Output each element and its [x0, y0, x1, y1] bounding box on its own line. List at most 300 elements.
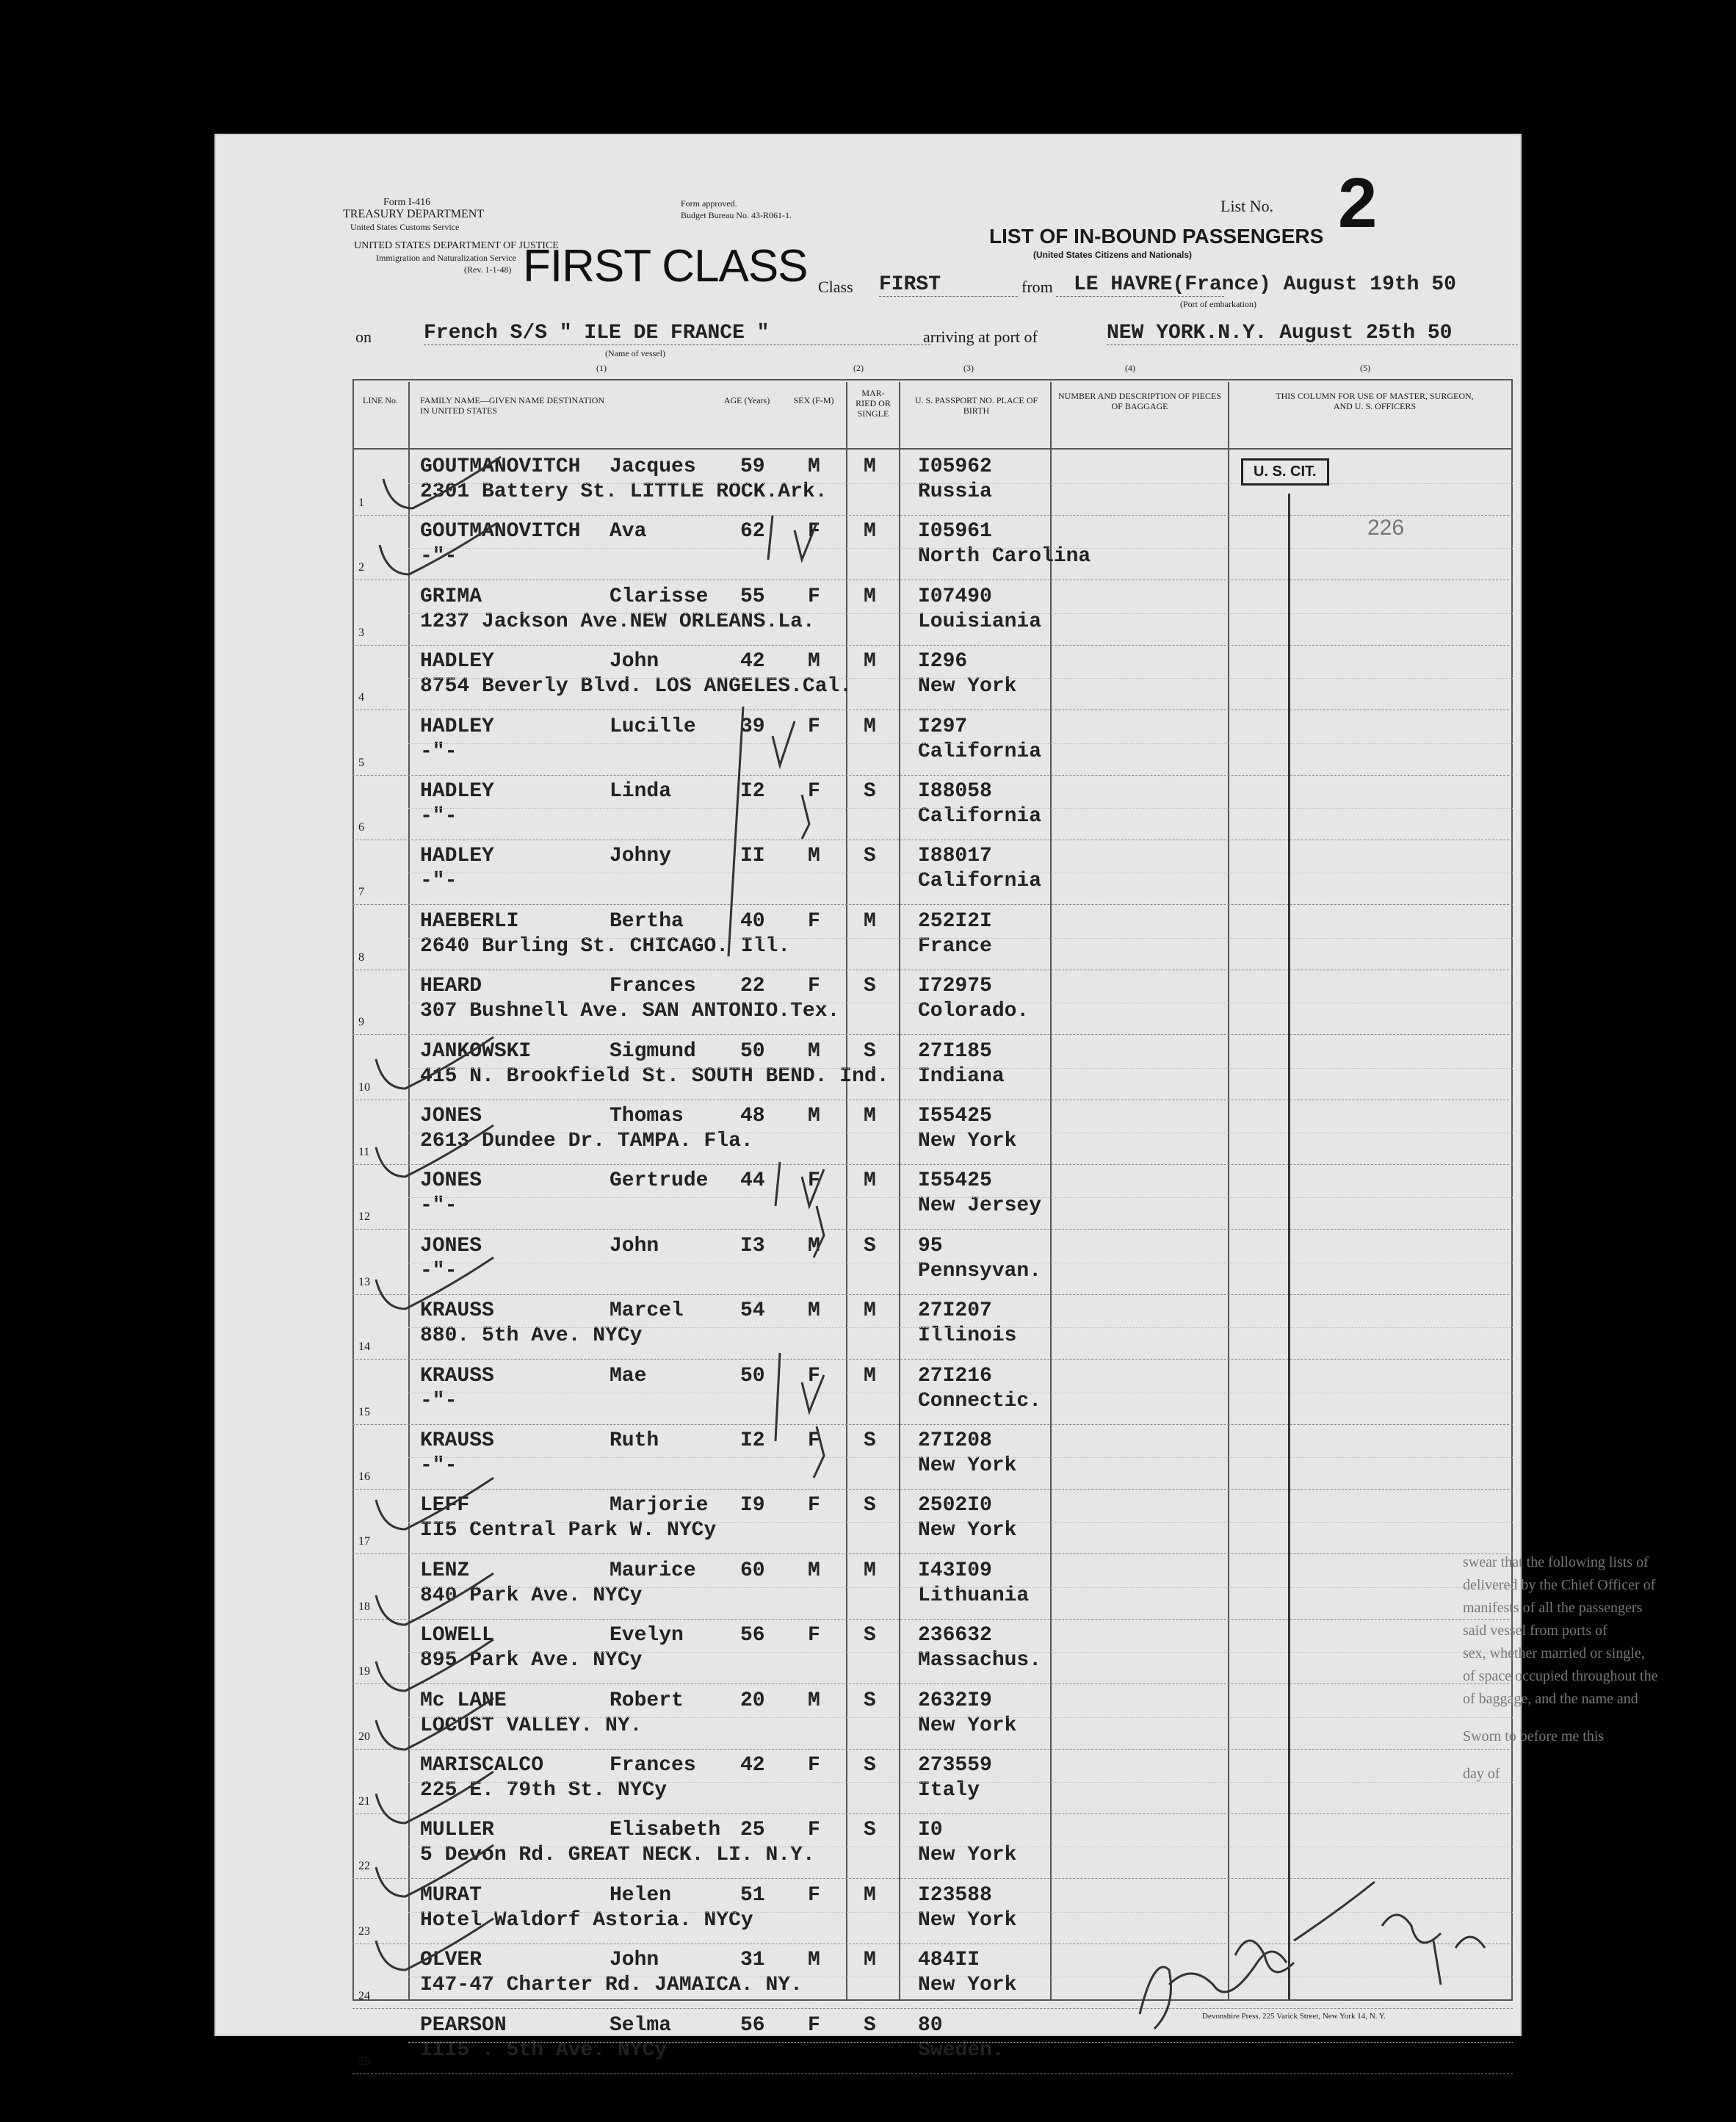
- passport-number: 2632I9: [918, 1689, 992, 1712]
- arriving-label: arriving at port of: [923, 328, 1038, 346]
- port-from: LE HAVRE(France) August 19th 50: [1074, 273, 1456, 296]
- family-name: KRAUSS: [420, 1299, 494, 1323]
- sex: F: [808, 1494, 820, 1517]
- age: 60: [740, 1559, 765, 1582]
- passport-number: I297: [918, 715, 968, 738]
- place-of-birth: New York: [918, 1454, 1017, 1477]
- family-name: LENZ: [420, 1559, 470, 1582]
- column-number-4: (4): [1125, 363, 1135, 373]
- given-name: Johny: [610, 845, 672, 868]
- age: 54: [740, 1299, 765, 1323]
- sex: M: [808, 845, 820, 868]
- row-midline: [408, 938, 1513, 939]
- list-no: 2: [1338, 164, 1378, 242]
- family-name: LEFF: [420, 1494, 470, 1517]
- line-number: 9: [358, 1016, 364, 1029]
- passport-number: I55425: [918, 1169, 992, 1193]
- sex: M: [808, 1949, 820, 1972]
- destination: -"-: [420, 1194, 457, 1218]
- given-name: Mae: [610, 1364, 647, 1387]
- family-name: MULLER: [420, 1819, 494, 1842]
- marital-status: M: [864, 715, 876, 738]
- place-of-birth: New York: [918, 1519, 1017, 1542]
- age: I3: [740, 1234, 765, 1257]
- place-of-birth: California: [918, 870, 1042, 893]
- age: 39: [740, 715, 765, 738]
- sex: F: [808, 1364, 820, 1387]
- table-row: [352, 1814, 1513, 1879]
- destination: 5 Devon Rd. GREAT NECK. LI. N.Y.: [420, 1844, 815, 1867]
- age: 59: [740, 455, 765, 478]
- oath-line: of baggage, and the name and: [1463, 1691, 1638, 1707]
- us-citizen-stamp: U. S. CIT.: [1241, 458, 1329, 486]
- marital-status: S: [864, 1819, 876, 1842]
- row-midline: [408, 613, 1513, 614]
- sex: M: [808, 455, 820, 478]
- marital-status: S: [864, 1754, 876, 1777]
- marital-status: M: [864, 1169, 876, 1193]
- line-number: 3: [358, 626, 364, 639]
- given-name: Maurice: [610, 1559, 696, 1582]
- destination: 225 E. 79th St. NYCy: [420, 1779, 668, 1802]
- sex: M: [808, 1689, 820, 1712]
- passport-number: I23588: [918, 1883, 992, 1907]
- header-sex: SEX (F-M): [793, 395, 834, 405]
- place-of-birth: Lithuania: [918, 1584, 1030, 1607]
- marital-status: S: [864, 1689, 876, 1712]
- header-age: AGE (Years): [723, 395, 770, 405]
- place-of-birth: Indiana: [918, 1064, 1005, 1088]
- table-row: [352, 516, 1513, 580]
- oath-text: [1463, 1551, 1657, 1786]
- row-midline: [408, 2042, 1513, 2043]
- given-name: Clarisse: [610, 585, 709, 608]
- from-label: from: [1019, 278, 1056, 297]
- row-midline: [408, 1652, 1513, 1653]
- destination: -"-: [420, 805, 457, 828]
- family-name: PEARSON: [420, 2013, 507, 2037]
- family-name: HEARD: [420, 975, 482, 998]
- line-number: 13: [358, 1275, 370, 1288]
- class-label: Class: [818, 278, 853, 296]
- table-row: [352, 711, 1513, 776]
- header-married: MAR- RIED OR SINGLE: [856, 388, 891, 419]
- sex: M: [808, 1105, 820, 1127]
- marital-status: M: [864, 1299, 876, 1323]
- line-number: 23: [358, 1924, 370, 1938]
- sex: F: [808, 1624, 820, 1648]
- passport-number: 27I216: [918, 1364, 992, 1387]
- marital-status: M: [864, 455, 876, 478]
- line-number: 24: [358, 1990, 370, 2003]
- passport-number: I05962: [918, 455, 992, 478]
- line-number: 6: [358, 821, 364, 834]
- destination: II5 Central Park W. NYCy: [420, 1519, 717, 1542]
- passport-number: I07490: [918, 585, 992, 608]
- destination: -"-: [420, 870, 457, 893]
- line-number: 22: [358, 1860, 370, 1873]
- table-row: [352, 1555, 1513, 1620]
- given-name: Marjorie: [610, 1494, 709, 1517]
- marital-status: S: [864, 1494, 876, 1517]
- sex: F: [808, 585, 820, 608]
- given-name: Elisabeth: [610, 1819, 721, 1842]
- sex: M: [808, 1039, 820, 1063]
- line-number: 19: [358, 1665, 370, 1678]
- line-number: 12: [358, 1210, 370, 1224]
- family-name: MARISCALCO: [420, 1754, 544, 1777]
- place-of-birth: New Jersey: [918, 1194, 1042, 1218]
- immigration-service: Immigration and Naturalization Service: [376, 253, 516, 263]
- family-name: GOUTMANOVITCH: [420, 520, 581, 544]
- age: I9: [740, 1494, 765, 1517]
- sex: F: [808, 1429, 820, 1452]
- header-line-no: LINE No.: [363, 395, 398, 405]
- passport-number: 484II: [918, 1949, 980, 1972]
- family-name: HAEBERLI: [420, 909, 519, 933]
- passport-number: 236632: [918, 1624, 992, 1648]
- marital-status: S: [864, 975, 876, 998]
- passport-number: 27I207: [918, 1299, 992, 1323]
- line-number: 8: [358, 950, 364, 964]
- marital-status: S: [864, 845, 876, 868]
- given-name: Frances: [610, 975, 696, 998]
- passport-number: 80: [918, 2013, 943, 2037]
- row-midline: [408, 808, 1513, 809]
- oath-line: of space occupied throughout the: [1463, 1668, 1658, 1684]
- table-row: [352, 451, 1513, 516]
- marital-status: S: [864, 1234, 876, 1257]
- given-name: Sigmund: [610, 1039, 696, 1063]
- passport-number: 27I208: [918, 1429, 992, 1452]
- given-name: Helen: [610, 1883, 672, 1907]
- passport-number: 95: [918, 1234, 943, 1257]
- row-midline: [408, 1522, 1513, 1523]
- destination: 2640 Burling St. CHICAGO. Ill.: [420, 934, 791, 958]
- printer-footer: Devonshire Press, 225 Varick Street, New York 14, N. Y.: [1202, 2012, 1386, 2021]
- oath-line: Sworn to before me this: [1463, 1728, 1605, 1744]
- passport-number: 273559: [918, 1754, 992, 1777]
- marital-status: M: [864, 909, 876, 933]
- place-of-birth: Russia: [918, 480, 992, 503]
- table-row: [352, 1100, 1513, 1165]
- table-row: [352, 1425, 1513, 1490]
- age: 20: [740, 1689, 765, 1712]
- row-midline: [408, 1068, 1513, 1069]
- table-row: [352, 1620, 1513, 1684]
- justice-department: UNITED STATES DEPARTMENT OF JUSTICE: [354, 240, 559, 251]
- destination: 415 N. Brookfield St. SOUTH BEND. Ind.: [420, 1064, 889, 1088]
- passport-number: 2502I0: [918, 1494, 992, 1517]
- marital-status: M: [864, 650, 876, 674]
- destination: -"-: [420, 1454, 457, 1477]
- first-class-stamp: FIRST CLASS: [523, 241, 808, 292]
- age: 56: [740, 2013, 765, 2037]
- place-of-birth: New York: [918, 1130, 1017, 1152]
- sex: F: [808, 715, 820, 738]
- family-name: LOWELL: [420, 1624, 494, 1648]
- passport-number: I88058: [918, 780, 992, 803]
- place-of-birth: New York: [918, 1714, 1017, 1737]
- row-midline: [408, 1327, 1513, 1328]
- destination: 840 Park Ave. NYCy: [420, 1584, 643, 1607]
- given-name: John: [610, 1949, 659, 1972]
- port-embarkation-caption: (Port of embarkation): [1180, 299, 1256, 309]
- given-name: Linda: [610, 780, 672, 803]
- row-midline: [408, 1782, 1513, 1783]
- row-midline: [408, 678, 1513, 679]
- line-number: 14: [358, 1340, 370, 1354]
- on-label: on: [355, 328, 372, 346]
- destination: 1237 Jackson Ave.NEW ORLEANS.La.: [420, 610, 815, 633]
- age: I2: [740, 780, 765, 803]
- budget-bureau: Budget Bureau No. 43-R061-1.: [681, 210, 792, 220]
- sex: F: [808, 1754, 820, 1777]
- given-name: Ava: [610, 520, 647, 544]
- destination: 2301 Battery St. LITTLE ROCK.Ark.: [420, 480, 828, 503]
- marital-status: M: [864, 1105, 876, 1127]
- age: 55: [740, 585, 765, 608]
- line-number: 17: [358, 1535, 370, 1548]
- department: TREASURY DEPARTMENT: [343, 208, 485, 220]
- place-of-birth: Louisiania: [918, 610, 1042, 633]
- line-number: 1: [358, 497, 364, 509]
- line-number: 21: [358, 1795, 370, 1808]
- header-name: FAMILY NAME—GIVEN NAME DESTINATION IN UNITED STATES: [420, 395, 605, 416]
- list-no-label: List No.: [1220, 197, 1274, 215]
- destination: -"-: [420, 1259, 457, 1282]
- customs-service: United States Customs Service: [350, 222, 460, 232]
- passport-number: I0: [918, 1819, 943, 1842]
- marital-status: M: [864, 1559, 876, 1582]
- place-of-birth: Massachus.: [918, 1649, 1042, 1672]
- age: 62: [740, 520, 765, 544]
- family-name: GOUTMANOVITCH: [420, 455, 581, 478]
- oath-line: delivered by the Chief Officer of: [1463, 1577, 1656, 1593]
- row-midline: [408, 1717, 1513, 1718]
- marital-status: S: [864, 1429, 876, 1452]
- passport-number: 252I2I: [918, 909, 992, 933]
- family-name: HADLEY: [420, 845, 494, 868]
- given-name: Gertrude: [610, 1169, 709, 1193]
- age: 31: [740, 1949, 765, 1972]
- oath-line: said vessel from ports of: [1463, 1623, 1607, 1639]
- line-number: 4: [358, 691, 364, 704]
- column-number-5: (5): [1360, 363, 1370, 373]
- sex: F: [808, 520, 820, 544]
- family-name: KRAUSS: [420, 1364, 494, 1387]
- family-name: JONES: [420, 1169, 482, 1193]
- form-number: Form I-416: [383, 197, 431, 208]
- table-row: [352, 776, 1513, 840]
- age: 50: [740, 1039, 765, 1063]
- table-row: [352, 1165, 1513, 1230]
- table-row: [352, 906, 1513, 970]
- header-passport: U. S. PASSPORT NO. PLACE OF BIRTH: [914, 395, 1038, 416]
- given-name: Robert: [610, 1689, 684, 1712]
- place-of-birth: California: [918, 805, 1042, 828]
- row-midline: [408, 1912, 1513, 1913]
- given-name: Evelyn: [610, 1624, 684, 1648]
- line-number: 7: [358, 886, 364, 899]
- sex: F: [808, 975, 820, 998]
- age: I2: [740, 1429, 765, 1452]
- destination: LOCUST VALLEY. NY.: [420, 1714, 643, 1737]
- row-midline: [408, 1587, 1513, 1588]
- destination: 307 Bushnell Ave. SAN ANTONIO.Tex.: [420, 1000, 840, 1023]
- destination: 880. 5th Ave. NYCy: [420, 1324, 643, 1348]
- age: 42: [740, 1754, 765, 1777]
- age: 40: [740, 909, 765, 933]
- family-name: OLVER: [420, 1949, 482, 1972]
- place-of-birth: Italy: [918, 1779, 980, 1802]
- given-name: Frances: [610, 1754, 696, 1777]
- age: 51: [740, 1883, 765, 1907]
- table-row: [352, 1750, 1513, 1814]
- line-number: 25: [358, 2054, 370, 2068]
- sex: F: [808, 1883, 820, 1907]
- oath-line: manifests of all the passengers: [1463, 1600, 1643, 1616]
- given-name: Lucille: [610, 715, 696, 738]
- form-approved: Form approved.: [681, 198, 737, 209]
- list-subtitle: (United States Citizens and Nationals): [1033, 250, 1193, 260]
- row-midline: [408, 1457, 1513, 1458]
- family-name: GRIMA: [420, 585, 482, 608]
- row-midline: [408, 1197, 1513, 1198]
- age: 25: [740, 1819, 765, 1842]
- table-row: [352, 646, 1513, 710]
- table-row: [352, 581, 1513, 646]
- family-name: HADLEY: [420, 715, 494, 738]
- family-name: JONES: [420, 1234, 482, 1257]
- place-of-birth: New York: [918, 1974, 1017, 1997]
- oath-line: sex, whether married or single,: [1463, 1645, 1645, 1661]
- table-row: [352, 1230, 1513, 1295]
- given-name: Bertha: [610, 909, 684, 933]
- line-number: 5: [358, 756, 364, 769]
- table-row: [352, 1685, 1513, 1750]
- age: II: [740, 845, 765, 868]
- form-revision: (Rev. 1-1-48): [464, 264, 512, 275]
- given-name: John: [610, 650, 659, 674]
- sex: M: [808, 650, 820, 674]
- row-midline: [408, 483, 1513, 484]
- place-of-birth: North Carolina: [918, 545, 1091, 569]
- passport-number: I05961: [918, 520, 992, 544]
- given-name: Ruth: [610, 1429, 659, 1452]
- age: 56: [740, 1624, 765, 1648]
- row-midline: [408, 743, 1513, 744]
- marital-status: S: [864, 780, 876, 803]
- line-number: 11: [358, 1146, 370, 1158]
- place-of-birth: New York: [918, 1908, 1017, 1932]
- marital-status: S: [864, 1624, 876, 1648]
- column-number-2: (2): [853, 363, 864, 373]
- header-baggage: NUMBER AND DESCRIPTION OF PIECES OF BAGGAGE: [1057, 391, 1222, 411]
- passport-number: 27I185: [918, 1039, 992, 1063]
- destination: 8754 Beverly Blvd. LOS ANGELES.Cal.: [420, 675, 853, 699]
- family-name: HADLEY: [420, 650, 494, 674]
- table-row: [352, 1295, 1513, 1360]
- place-of-birth: Sweden.: [918, 2038, 1005, 2062]
- place-of-birth: New York: [918, 675, 1017, 699]
- table-row: [352, 1944, 1513, 2009]
- destination: Hotel Waldorf Astoria. NYCy: [420, 1908, 753, 1932]
- sex: M: [808, 1234, 820, 1257]
- family-name: MURAT: [420, 1883, 482, 1907]
- class-value: FIRST: [879, 273, 1224, 297]
- vessel-caption: (Name of vessel): [605, 348, 665, 358]
- sex: F: [808, 780, 820, 803]
- arriving-port: NEW YORK.N.Y. August 25th 50: [1107, 322, 1518, 345]
- line-number: 20: [358, 1730, 370, 1743]
- sex: F: [808, 1819, 820, 1842]
- passport-number: I55425: [918, 1105, 992, 1127]
- table-row: [352, 1490, 1513, 1554]
- destination: III5 . 5th Ave. NYCy: [420, 2038, 668, 2062]
- table-row: [352, 840, 1513, 905]
- line-number: 18: [358, 1600, 370, 1613]
- given-name: Selma: [610, 2013, 672, 2037]
- place-of-birth: Pennsyvan.: [918, 1259, 1042, 1282]
- row-midline: [408, 548, 1513, 549]
- line-number: 10: [358, 1080, 370, 1094]
- place-of-birth: Connectic.: [918, 1389, 1042, 1412]
- marital-status: M: [864, 1949, 876, 1972]
- family-name: JONES: [420, 1105, 482, 1127]
- family-name: Mc LANE: [420, 1689, 507, 1712]
- sex: F: [808, 909, 820, 933]
- given-name: Marcel: [610, 1299, 684, 1323]
- marital-status: M: [864, 585, 876, 608]
- family-name: KRAUSS: [420, 1429, 494, 1452]
- line-number: 2: [358, 561, 364, 574]
- oath-line: swear that the following lists of: [1463, 1554, 1649, 1570]
- table-row: [352, 1360, 1513, 1425]
- passport-number: I296: [918, 650, 968, 674]
- column-number-3: (3): [963, 363, 974, 373]
- destination: I47-47 Charter Rd. JAMAICA. NY.: [420, 1974, 803, 1997]
- family-name: JANKOWSKI: [420, 1039, 532, 1063]
- given-name: Jacques: [610, 455, 696, 478]
- family-name: HADLEY: [420, 780, 494, 803]
- given-name: John: [610, 1234, 659, 1257]
- table-row: [352, 1036, 1513, 1100]
- place-of-birth: Illinois: [918, 1324, 1017, 1348]
- table-row: [352, 970, 1513, 1035]
- age: 42: [740, 650, 765, 674]
- number-226: 226: [1367, 516, 1405, 540]
- column-number-1: (1): [596, 363, 607, 373]
- destination: -"-: [420, 740, 457, 763]
- place-of-birth: Colorado.: [918, 1000, 1030, 1023]
- marital-status: S: [864, 2013, 876, 2037]
- sex: M: [808, 1559, 820, 1582]
- line-number: 15: [358, 1405, 370, 1418]
- passport-number: I72975: [918, 975, 992, 998]
- place-of-birth: New York: [918, 1844, 1017, 1867]
- line-number: 16: [358, 1470, 370, 1483]
- oath-line: day of: [1463, 1766, 1500, 1782]
- sex: F: [808, 2013, 820, 2037]
- marital-status: M: [864, 520, 876, 544]
- age: 22: [740, 975, 765, 998]
- destination: 895 Park Ave. NYCy: [420, 1649, 643, 1672]
- age: 50: [740, 1364, 765, 1387]
- sex: M: [808, 1299, 820, 1323]
- given-name: Thomas: [610, 1105, 684, 1127]
- destination: 2613 Dundee Dr. TAMPA. Fla.: [420, 1130, 753, 1152]
